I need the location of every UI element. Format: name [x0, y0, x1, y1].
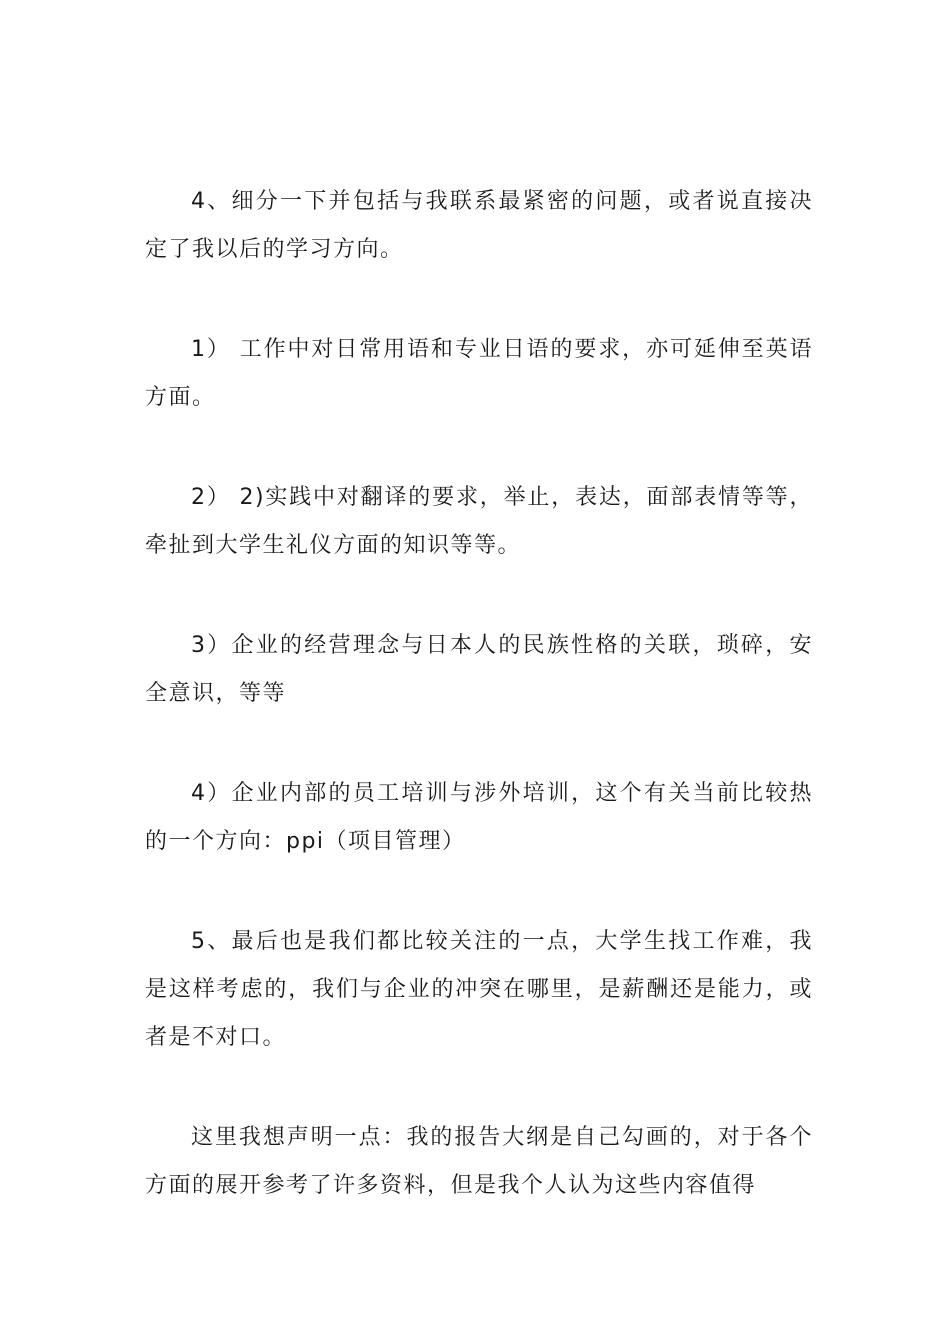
paragraph-item-5: 5、最后也是我们都比较关注的一点，大学生找工作难，我是这样考虑的，我们与企业的冲突在哪里，是薪酬还是能力，或者是不对口。	[145, 929, 813, 1050]
paragraph-subitem-1: 1） 工作中对日常用语和专业日语的要求，亦可延伸至英语方面。	[145, 337, 813, 410]
paragraph-subitem-3: 3）企业的经营理念与日本人的民族性格的关联，琐碎，安全意识，等等	[145, 633, 813, 706]
paragraph-item-4: 4、细分一下并包括与我联系最紧密的问题，或者说直接决定了我以后的学习方向。	[145, 189, 813, 262]
paragraph-statement: 这里我想声明一点：我的报告大纲是自己勾画的，对于各个方面的展开参考了许多资料，但是我个人认为这些内容值得	[145, 1125, 813, 1198]
document-body	[145, 178, 813, 1210]
paragraph-subitem-2: 2） 2)实践中对翻译的要求，举止，表达，面部表情等等，牵扯到大学生礼仪方面的知识等等。	[145, 485, 813, 558]
paragraph-subitem-4: 4）企业内部的员工培训与涉外培训，这个有关当前比较热的一个方向：ppi（项目管理）	[145, 781, 813, 854]
